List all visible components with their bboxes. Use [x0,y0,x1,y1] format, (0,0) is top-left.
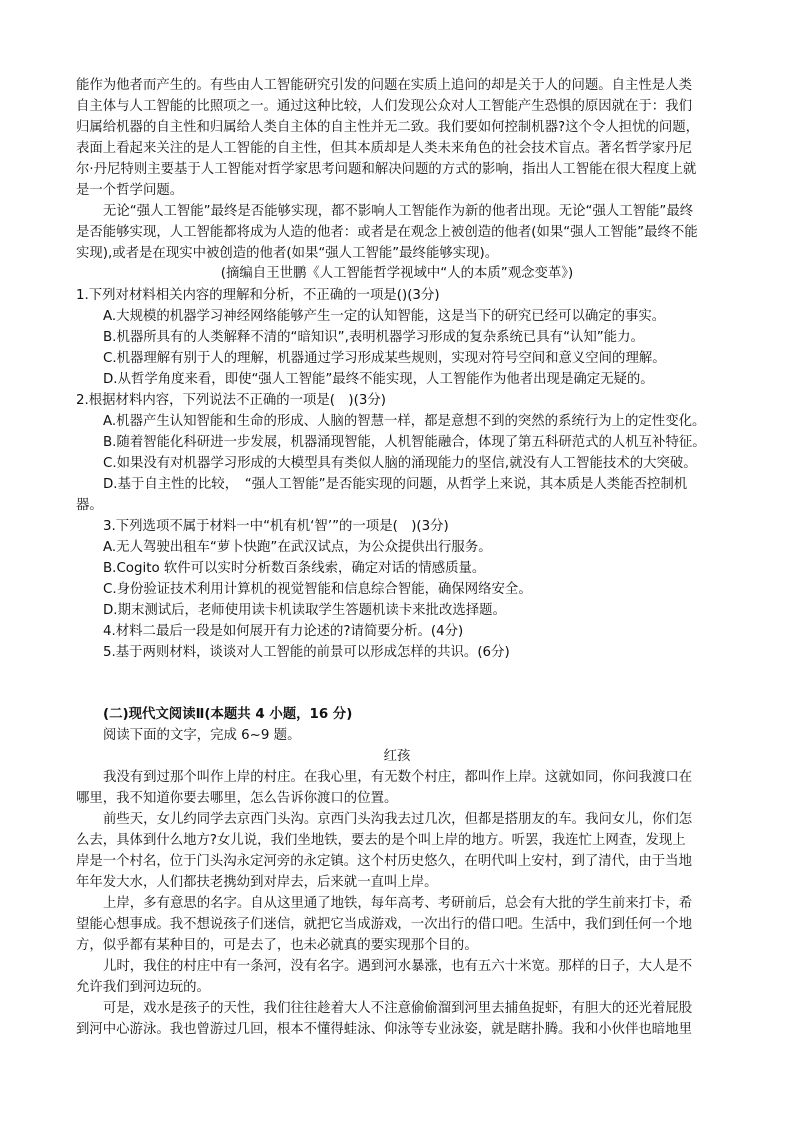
text-line: 允许我们到河边玩的。 [76,980,210,995]
question-3-option: D.期末测试后，老师使用读卡机读取学生答题机读卡来批改选择题。 [103,603,506,618]
question-2-option: B.随着智能化科研进一步发展，机器涌现智能，人机智能融合，体现了第五科研范式的人机互补特征。 [103,435,706,450]
question-2-option: D.基于自主性的比较， “强人工智能”是否能实现的问题，从哲学上来说，其本质是人类能否控制机 [103,477,688,492]
question-5: 5.基于两则材料，谈谈对人工智能的前景可以形成怎样的共识。(6分) [103,645,510,660]
question-3-option: C.身份验证技术利用计算机的视觉智能和信息综合智能，确保网络安全。 [103,582,532,597]
question-1-option: A.大规模的机器学习神经网络能够产生一定的认知智能，这是当下的研究已经可以确定的事实。 [103,309,666,324]
text-line: 么去，具体到什么地方?女儿说，我们坐地铁，要去的是个叫上岸的地方。听罢，我连忙上网查，发现上 [76,833,686,848]
text-line: 上岸，多有意思的名字。自从这里通了地铁，每年高考、考研前后，总会有大批的学生前来打卡，希 [103,896,693,911]
question-2-option: A.机器产生认知智能和生命的形成、人脑的智慧一样，都是意想不到的突然的系统行为上的定性变化。 [103,414,706,429]
question-2-option: C.如果没有对机器学习形成的大模型具有类似人脑的涌现能力的坚信,就没有人工智能技术的大突破。 [103,456,697,471]
text-line: 尔·丹尼特则主要基于人工智能对哲学家思考问题和解决问题的方式的影响，指出人工智能在很大程度上就 [76,162,697,177]
text-line: 是否能够实现，人工智能都将成为人造的他者：或者是在观念上被创造的他者(如果“强人工智能”最终不能 [76,225,698,240]
question-3-option: A.无人驾驶出租车“萝卜快跑”在武汉试点，为公众提供出行服务。 [103,540,492,555]
text-line: 能作为他者而产生的。有些由人工智能研究引发的问题在实质上追问的却是关于人的问题。自主性是人类 [76,78,692,93]
text-line: 哪里，我不知道你要去哪里，怎么告诉你渡口的位置。 [76,791,398,806]
text-line: 表面上看起来关注的是人工智能的自主性，但其本质却是人类未来角色的社会技术盲点。著名哲学家丹尼 [76,141,692,156]
text-line: 方，似乎都有某种目的，可是去了，也未必就真的要实现那个目的。 [76,938,478,953]
text-line: 岸是一个村名，位于门头沟永定河旁的永定镇。这个村历史悠久，在明代叫上安村，到了清代，由于当地 [76,854,692,869]
text-line: 归属给机器的自主性和归属给人类自主体的自主性并无二致。我们要如何控制机器?这个令人担忧的问题， [76,120,700,135]
text-line: 前些天，女儿约同学去京西门头沟。京西门头沟我去过几次，但都是搭朋友的车。我问女儿，你们怎 [103,812,693,827]
section-instruction: 阅读下面的文字，完成 6~9 题。 [103,728,301,743]
text-line: 实现),或者是在现实中被创造的他者(如果“强人工智能”最终能够实现)。 [76,246,499,261]
question-1-option: B.机器所具有的人类解释不清的“暗知识”,表明机器学习形成的复杂系统已具有“认知”能力。 [103,330,644,345]
text-line: 无论“强人工智能”最终是否能够实现，都不影响人工智能作为新的他者出现。无论“强人工智能”最终 [103,204,694,219]
question-2-stem: 2.根据材料内容，下列说法不正确的一项是( )(3分) [76,393,387,408]
text-line: 可是，戏水是孩子的天性，我们往往趁着大人不注意偷偷溜到河里去捕鱼捉虾，有胆大的还光着屁股 [103,1001,693,1016]
text-line: 望能心想事成。我不想说孩子们迷信，就把它当成游戏，一次出行的借口吧。生活中，我们到任何一个地 [76,917,692,932]
question-3-option: B.Cogito 软件可以实时分析数百条线索，确定对话的情感质量。 [103,561,486,576]
question-2-option-cont: 器。 [76,498,103,513]
question-1-option: C.机器理解有别于人的理解，机器通过学习形成某些规则，实现对符号空间和意义空间的理解。 [103,351,666,366]
text-line: 我没有到过那个叫作上岸的村庄。在我心里，有无数个村庄，都叫作上岸。这就如同，你问我渡口在 [103,770,693,785]
source-citation: (摘编自王世鹏《人工智能哲学视域中“人的本质”观念变革》) [220,266,574,281]
text-line: 自主体与人工智能的比照项之一。通过这种比较，人们发现公众对人工智能产生恐惧的原因就在于：我们 [76,99,692,114]
passage-title: 红孩 [383,749,411,764]
question-1-stem: 1.下列对材料相关内容的理解和分析，不正确的一项是()(3分) [76,288,440,303]
text-line: 儿时，我住的村庄中有一条河，没有名字。遇到河水暴涨，也有五六十米宽。那样的日子，大人是不 [103,959,693,974]
text-line: 到河中心游泳。我也曾游过几回，根本不懂得蛙泳、仰泳等专业泳姿，就是瞎扑腾。我和小伙伴也暗地里 [76,1022,692,1037]
question-3-stem: 3.下列选项不属于材料一中“机有机‘智’”的一项是( )(3分) [103,519,449,534]
section-heading: (二)现代文阅读Ⅱ(本题共 4 小题，16 分) [103,707,353,722]
text-line: 年年发大水，人们都扶老携幼到对岸去，后来就一直叫上岸。 [76,875,438,890]
text-line: 是一个哲学问题。 [76,183,184,198]
question-4: 4.材料二最后一段是如何展开有力论述的?请简要分析。(4分) [103,624,464,639]
question-1-option: D.从哲学角度来看，即使“强人工智能”最终不能实现，人工智能作为他者出现是确定无疑的。 [103,372,654,387]
